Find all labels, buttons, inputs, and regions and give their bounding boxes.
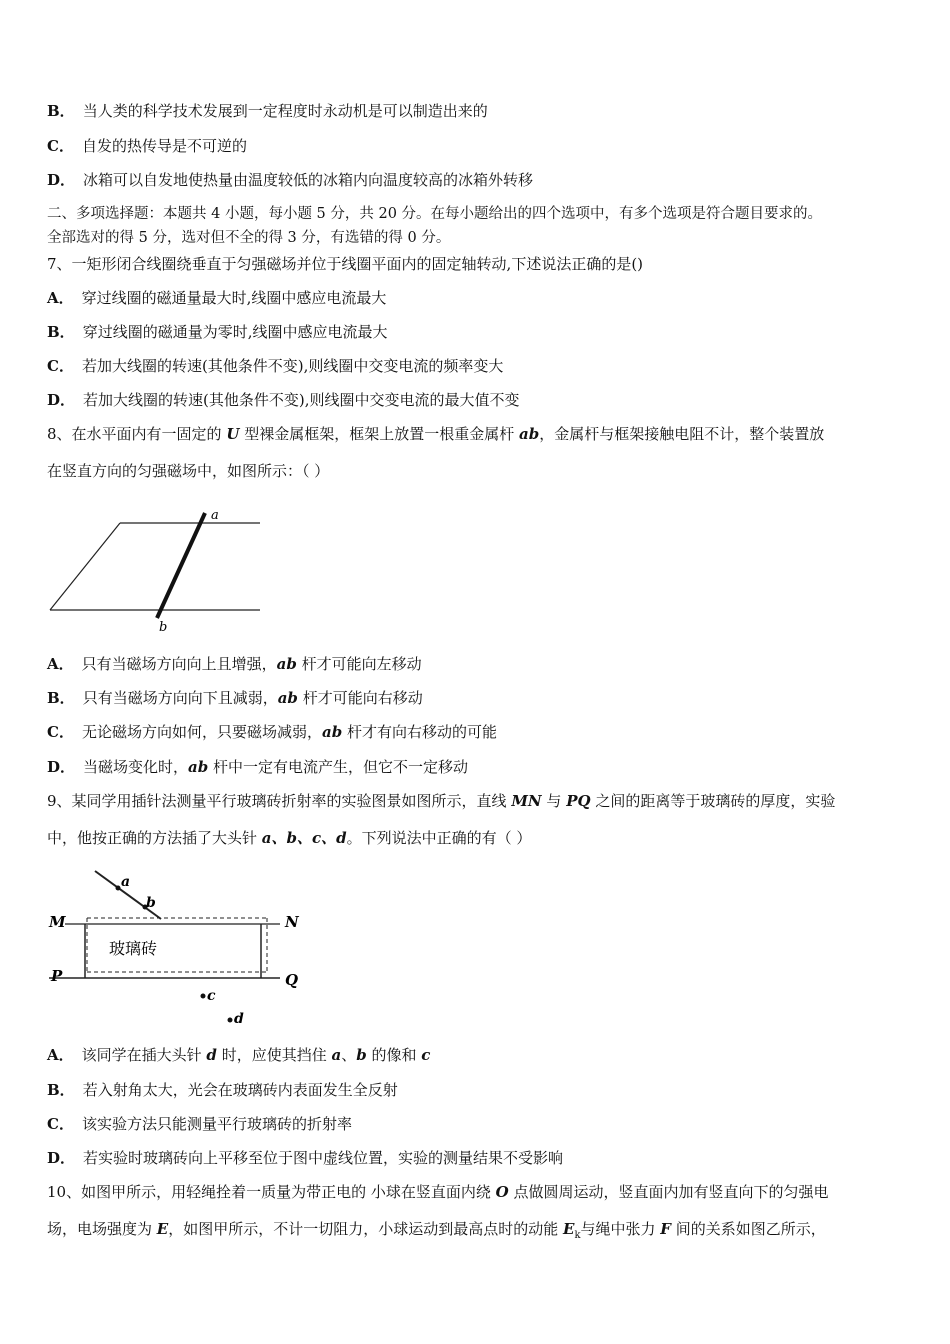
q8-stem-line1 xyxy=(47,423,917,445)
q6-option-d xyxy=(47,169,917,191)
q10-line1 xyxy=(47,1181,917,1203)
var-u: U xyxy=(226,425,240,443)
var-ab: ab xyxy=(518,425,540,443)
q7-option-b xyxy=(47,321,917,343)
frame-end xyxy=(50,523,120,610)
section-header-line1: 二、多项选择题：本题共 4 小题，每小题 5 分，共 20 分。在每小题给出的四个选项中，有多个选项是符合题目要求的。 xyxy=(47,206,823,222)
var-e: E xyxy=(156,1220,169,1238)
stem-text: 间的关系如图乙所示， xyxy=(670,1220,826,1238)
var-ek: E xyxy=(563,1220,575,1238)
option-text: 若加大线圈的转速(其他条件不变),则线圈中交变电流的最大值不变 xyxy=(83,391,520,409)
pin-d xyxy=(228,1018,233,1023)
option-letter: A． xyxy=(47,289,74,307)
option-letter: C． xyxy=(47,137,74,155)
option-letter: D． xyxy=(47,391,76,409)
option-text: 若加大线圈的转速(其他条件不变),则线圈中交变电流的频率变大 xyxy=(81,357,504,375)
q9-option-c xyxy=(47,1113,917,1135)
option-letter: D． xyxy=(47,171,76,189)
q8-figure xyxy=(45,505,265,635)
q9-option-d xyxy=(47,1147,917,1169)
stem-text: 10、如图甲所示，用轻绳拴着一质量为带正电的 小球在竖直面内绕 xyxy=(47,1183,496,1201)
label-b: b xyxy=(146,895,156,911)
option-text: 穿过线圈的磁通量最大时,线圈中感应电流最大 xyxy=(81,289,387,307)
option-text: 杆才可能向右移动 xyxy=(297,689,423,707)
stem-text: 8、在水平面内有一固定的 xyxy=(47,425,227,443)
label-b: b xyxy=(159,620,168,635)
var-mn: MN xyxy=(511,792,542,810)
stem-text: 点做圆周运动，竖直面内加有竖直向下的匀强电 xyxy=(508,1183,829,1201)
option-letter: A． xyxy=(47,655,74,673)
q9-option-a xyxy=(47,1044,917,1066)
option-text: 冰箱可以自发地使热量由温度较低的冰箱内向温度较高的冰箱外转移 xyxy=(83,171,534,189)
option-text: 若入射角太大，光会在玻璃砖内表面发生全反射 xyxy=(82,1081,398,1099)
pin-a xyxy=(116,886,121,891)
var-ab: ab xyxy=(276,655,297,673)
pin-c xyxy=(201,994,206,999)
label-c: c xyxy=(207,988,216,1004)
option-letter: C． xyxy=(47,723,74,741)
option-letter: C． xyxy=(47,357,74,375)
option-text: 的像和 xyxy=(366,1046,422,1064)
q8-option-d xyxy=(47,756,917,778)
option-letter: B． xyxy=(47,1081,75,1099)
q9-stem-line2 xyxy=(47,827,917,849)
stem-text: ，如图甲所示，不计一切阻力，小球运动到最高点时的动能 xyxy=(168,1220,563,1238)
option-text: 该实验方法只能测量平行玻璃砖的折射率 xyxy=(81,1115,352,1133)
option-text: 杆才可能向左移动 xyxy=(296,655,422,673)
option-text: 时，应使其挡住 xyxy=(216,1046,332,1064)
var-a: a xyxy=(331,1046,342,1064)
option-text: 无论磁场方向如何，只要磁场减弱， xyxy=(81,723,322,741)
stem-text: 场，电场强度为 xyxy=(47,1220,157,1238)
option-text: 自发的热传导是不可逆的 xyxy=(81,137,247,155)
stem-text: 9、某同学用插针法测量平行玻璃砖折射率的实验图景如图所示，直线 xyxy=(47,792,512,810)
q7-stem: 7、一矩形闭合线圈绕垂直于匀强磁场并位于线圈平面内的固定轴转动,下述说法正确的是() xyxy=(47,255,644,273)
var-pins: a、b、c、d xyxy=(261,829,347,847)
stem-text: ，金属杆与框架接触电阻不计，整个装置放 xyxy=(539,425,825,443)
option-text: 该同学在插大头针 xyxy=(81,1046,207,1064)
stem-text: 。下列说法中正确的有（ ） xyxy=(346,829,532,847)
option-letter: B． xyxy=(47,323,75,341)
label-n: N xyxy=(285,913,299,931)
option-letter: B． xyxy=(47,102,75,120)
q7-option-a xyxy=(47,287,917,309)
var-pq: PQ xyxy=(566,792,591,810)
var-o: O xyxy=(495,1183,509,1201)
var-f: F xyxy=(660,1220,671,1238)
var-b: b xyxy=(356,1046,367,1064)
option-text: 只有当磁场方向向上且增强， xyxy=(81,655,277,673)
option-text: 当磁场变化时， xyxy=(83,758,189,776)
q8-option-a xyxy=(47,653,917,675)
option-text: 、 xyxy=(341,1046,357,1064)
var-d: d xyxy=(206,1046,217,1064)
q8-stem-line2: 在竖直方向的匀强磁场中，如图所示：（ ） xyxy=(47,462,330,480)
q7-option-d xyxy=(47,389,917,411)
var-ek-subscript: k xyxy=(574,1230,581,1241)
stem-text: 与绳中张力 xyxy=(580,1220,661,1238)
q8-option-c xyxy=(47,721,917,743)
stem-text: 之间的距离等于玻璃砖的厚度，实验 xyxy=(590,792,836,810)
q10-line2 xyxy=(47,1218,917,1247)
option-text: 杆才有向右移动的可能 xyxy=(342,723,497,741)
var-c: c xyxy=(421,1046,431,1064)
option-text: 当人类的科学技术发展到一定程度时永动机是可以制造出来的 xyxy=(82,102,488,120)
label-a: a xyxy=(211,508,219,523)
q9-option-b xyxy=(47,1079,917,1101)
section-header-line2: 全部选对的得 5 分，选对但不全的得 3 分，有选错的得 0 分。 xyxy=(47,230,451,246)
option-text: 若实验时玻璃砖向上平移至位于图中虚线位置，实验的测量结果不受影响 xyxy=(83,1149,564,1167)
stem-text: 中，他按正确的方法插了大头针 xyxy=(47,829,262,847)
option-letter: C． xyxy=(47,1115,74,1133)
var-ab: ab xyxy=(188,758,209,776)
option-letter: A． xyxy=(47,1046,74,1064)
option-letter: B． xyxy=(47,689,75,707)
label-m: M xyxy=(49,913,66,931)
q9-stem-line1 xyxy=(47,790,917,812)
label-d: d xyxy=(234,1011,244,1027)
stem-text: 与 xyxy=(541,792,567,810)
stem-text: 型裸金属框架，框架上放置一根重金属杆 xyxy=(239,425,519,443)
q8-option-b xyxy=(47,687,917,709)
q7-option-c xyxy=(47,355,917,377)
label-p: P xyxy=(51,967,63,985)
option-text: 穿过线圈的磁通量为零时,线圈中感应电流最大 xyxy=(82,323,388,341)
option-text: 杆中一定有电流产生，但它不一定移动 xyxy=(208,758,469,776)
var-ab: ab xyxy=(321,723,343,741)
option-text: 只有当磁场方向向下且减弱， xyxy=(82,689,278,707)
q6-option-b xyxy=(47,100,917,122)
label-glass: 玻璃砖 xyxy=(109,939,158,958)
q6-option-c xyxy=(47,135,917,157)
metal-rod xyxy=(157,513,205,618)
option-letter: D． xyxy=(47,1149,76,1167)
label-q: Q xyxy=(285,971,299,989)
option-letter: D． xyxy=(47,758,76,776)
label-a: a xyxy=(121,874,131,890)
var-ab: ab xyxy=(277,689,298,707)
q9-figure xyxy=(45,865,315,1035)
